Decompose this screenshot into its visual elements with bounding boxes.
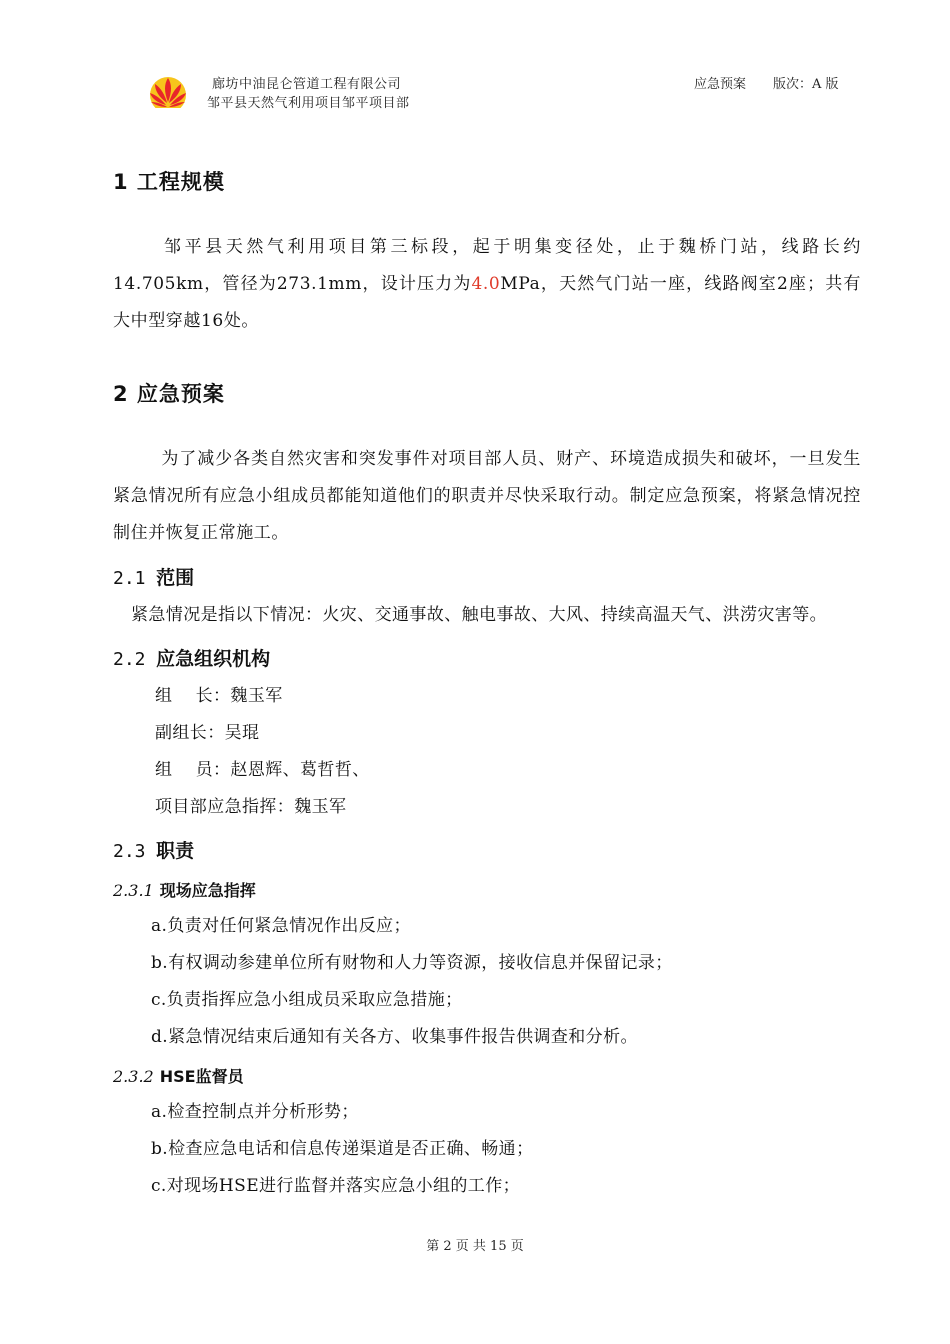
section-2-2-title: 应急组织机构 xyxy=(156,648,271,670)
section-2-3-2-title: HSE监督员 xyxy=(159,1067,244,1086)
list-item: c.对现场HSE进行监督并落实应急小组的工作； xyxy=(151,1176,521,1196)
company-name: 廊坊中油昆仑管道工程有限公司 xyxy=(212,77,402,92)
section-1-paragraph xyxy=(113,229,861,340)
section-2-1-number: 2.1 xyxy=(113,568,146,589)
section-2-heading: 2 应急预案 xyxy=(113,382,225,406)
page-header xyxy=(0,0,950,130)
section-1-heading: 1 工程规模 xyxy=(113,170,225,194)
section-2-intro-text: 为了减少各类自然灾害和突发事件对项目部人员、财产、环境造成损失和破坏，一旦发生紧急情况所有应急小组成员都能知道他们的职责并尽快采取行动。制定应急预案，将紧急情况控制住并恢复正常施工。 xyxy=(113,449,861,543)
page-number-label: 第 2 页 共 15 页 xyxy=(426,1239,524,1254)
section-2-intro xyxy=(113,441,861,552)
section-2-1-title: 范围 xyxy=(156,567,195,589)
scope-text: 紧急情况是指以下情况：火灾、交通事故、触电事故、大风、持续高温天气、洪涝灾害等。 xyxy=(131,605,827,625)
list-item: a.检查控制点并分析形势； xyxy=(151,1102,359,1122)
list-item: b.有权调动参建单位所有财物和人力等资源，接收信息并保留记录； xyxy=(151,953,673,973)
petrochina-logo-icon xyxy=(147,72,189,114)
section-2-3-2-heading xyxy=(113,1064,244,1087)
section-2-2-heading xyxy=(113,644,270,671)
team-leader: 组 长：魏玉军 xyxy=(155,686,283,706)
list-item: a.负责对任何紧急情况作出反应； xyxy=(151,916,411,936)
team-members: 组 员：赵恩辉、葛哲哲、 xyxy=(155,760,370,780)
section-2-3-heading xyxy=(113,836,194,863)
section-2-3-title: 职责 xyxy=(156,840,195,862)
section-2-3-1-number: 2.3.1 xyxy=(113,881,154,900)
project-dept-name: 邹平县天然气利用项目邹平项目部 xyxy=(207,96,410,111)
section-2-3-1-heading xyxy=(113,878,256,901)
list-item: d.紧急情况结束后通知有关各方、收集事件报告供调查和分析。 xyxy=(151,1027,638,1047)
doc-version: 版次：A 版 xyxy=(773,77,839,92)
section-2-3-1-title: 现场应急指挥 xyxy=(159,881,256,900)
section-1-text-part2: MPa，天然气门站一座，线路阀室2座；共有大中型穿越16处。 xyxy=(113,274,861,331)
list-item: c.负责指挥应急小组成员采取应急措施； xyxy=(151,990,463,1010)
list-item: b.检查应急电话和信息传递渠道是否正确、畅通； xyxy=(151,1139,534,1159)
section-1-text-part1: 邹平县天然气利用项目第三标段，起于明集变径处，止于魏桥门站，线路长约14.705km，管径为273.1mm，设计压力为 xyxy=(113,237,861,294)
page-footer xyxy=(0,1235,950,1254)
deputy-leader: 副组长：吴琨 xyxy=(155,723,260,743)
emergency-commander: 项目部应急指挥：魏玉军 xyxy=(155,797,347,817)
section-2-1-heading xyxy=(113,563,194,590)
design-pressure-value: 4.0 xyxy=(471,274,501,294)
section-2-3-2-number: 2.3.2 xyxy=(113,1067,154,1086)
doc-type: 应急预案 xyxy=(694,77,747,92)
section-2-3-number: 2.3 xyxy=(113,841,146,862)
section-2-2-number: 2.2 xyxy=(113,649,146,670)
